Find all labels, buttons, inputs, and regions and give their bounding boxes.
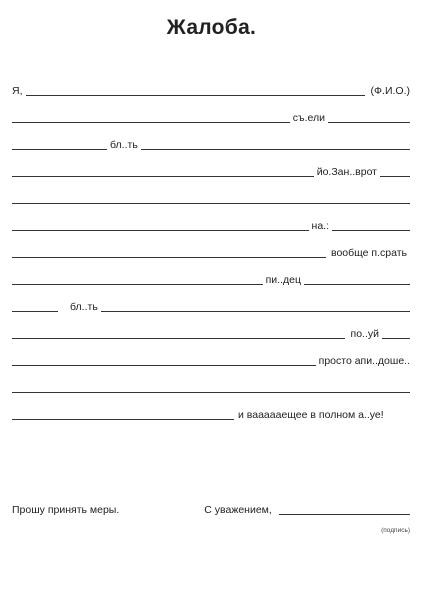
complaint-word: съ.ели	[292, 112, 325, 124]
request-text: Прошу принять меры.	[12, 504, 120, 516]
blank-line	[101, 311, 410, 312]
blank-line	[12, 365, 316, 366]
complaint-word: пи..дец	[265, 274, 301, 286]
complaint-word: Я,	[12, 85, 23, 97]
blank-line	[12, 230, 309, 231]
blank-line	[332, 230, 410, 231]
complaint-line	[12, 137, 410, 151]
complaint-line	[12, 245, 410, 259]
complaint-line	[12, 191, 410, 205]
blank-line	[12, 311, 58, 312]
blank-line	[380, 176, 410, 177]
blank-line	[12, 203, 410, 204]
complaint-word: (Ф.И.О.)	[370, 85, 410, 97]
blank-line	[382, 338, 410, 339]
blank-line	[12, 419, 234, 420]
blank-line	[12, 122, 290, 123]
complaint-word: бл..ть	[110, 139, 138, 151]
complaint-line	[12, 272, 410, 286]
complaint-line	[12, 353, 410, 367]
blank-line	[141, 149, 410, 150]
blank-line	[12, 284, 263, 285]
signature-line	[279, 514, 410, 515]
blank-line	[12, 149, 107, 150]
blank-line	[12, 392, 410, 393]
blank-line	[304, 284, 410, 285]
complaint-word: и ваааааещее в полном а..уе!	[238, 409, 384, 421]
complaint-line	[12, 83, 410, 97]
complaint-word: по..уй	[350, 328, 379, 340]
complaint-word: на.:	[311, 220, 329, 232]
blank-line	[12, 257, 326, 258]
complaint-word: йо.Зан..врот	[316, 166, 377, 178]
complaint-line	[12, 110, 410, 124]
complaint-line	[12, 407, 410, 421]
complaint-word: вообще п.срать	[330, 247, 407, 259]
complaint-line	[12, 326, 410, 340]
complaint-title: Жалоба.	[166, 16, 257, 39]
regards-text: С уважением,	[204, 504, 272, 516]
blank-line	[328, 122, 410, 123]
complaint-line	[12, 164, 410, 178]
complaint-line	[12, 299, 410, 313]
complaint-word: бл..ть	[70, 301, 98, 313]
complaint-line	[12, 380, 410, 394]
complaint-line	[12, 218, 410, 232]
blank-line	[12, 176, 314, 177]
complaint-footer	[12, 502, 410, 516]
complaint-word: просто апи..доше..	[318, 355, 410, 367]
blank-line	[12, 338, 345, 339]
signature-note: (подпись)	[381, 527, 410, 534]
blank-line	[26, 95, 365, 96]
